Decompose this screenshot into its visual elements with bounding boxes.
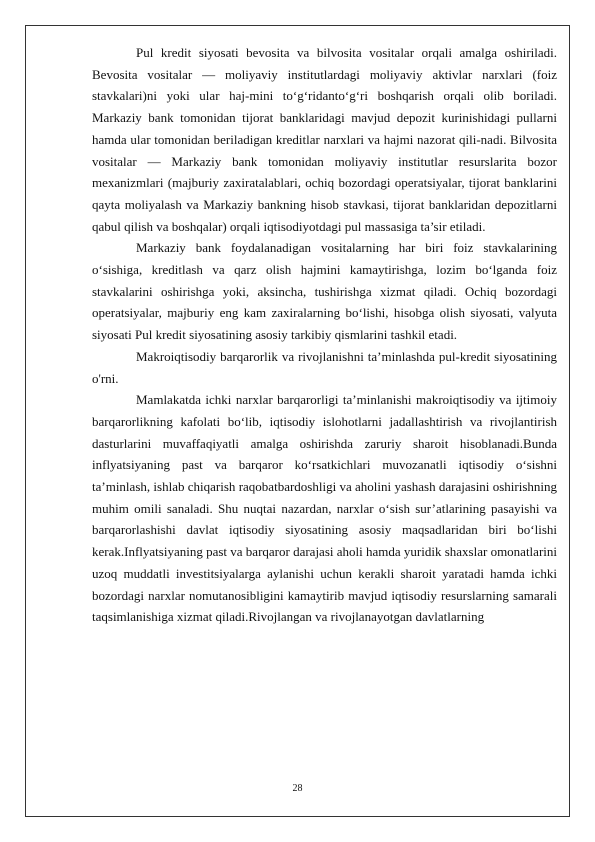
document-body (92, 42, 557, 628)
page-number: 28 (292, 783, 303, 794)
paragraph-monetary-policy-instruments: Pul kredit siyosati bevosita va bilvosita vositalar orqali amalga oshiriladi. Bevosita vositalar — moliyaviy institutlardagi moliyaviy aktivlar narxlari (foiz stavkalari)ni yoki ular haj-mini to‘g‘ridanto‘g‘ri boshqarish orqali olib boriladi. Markaziy bank tomonidan tijorat banklaridagi mavjud depozit kurinishidagi pullarni hamda ular tomonidan beriladigan kreditlar narxlari va hajmi nazorat qili-nadi. Bilvosita vositalar — Markaziy bank tomonidan moliyaviy institutlar resurslarita bozor mexanizmlari (majburiy zaxiratalablari, ochiq bozordagi operatsiyalar, tijorat banklarini qayta moliyalash va Markaziy bankning hisob stavkasi, tijorat banklaridan depozitlarni qabul qilish va boshqalar) orqali iqtisodiyotdagi pul massasiga ta’sir etiladi. (92, 45, 557, 234)
paragraph-central-bank-tools: Markaziy bank foydalanadigan vositalarning har biri foiz stavkalarining o‘sishiga, kreditlash va qarz olish hajmini kamaytirishga, lozim bo‘lganda foiz stavkalarini oshirishga yoki, aksincha, tushirishga xizmat qiladi. Ochiq bozordagi operatsiyalar, majburiy eng kam zaxiralarning bo‘lishi, hisobga olish siyosati, valyuta siyosati Pul kredit siyosatining asosiy tarkibiy qismlarini tashkil etadi. (92, 240, 557, 343)
paragraph-price-stability: Mamlakatda ichki narxlar barqarorligi ta’minlanishi makroiqtisodiy va ijtimoiy barqarorlikning kafolati bo‘lib, iqtisodiy islohotlarni jadallashtirish va rivojlantirish dasturlarini muvaffaqiyatli amalga oshirishda zaruriy sharoit hisoblanadi.Bunda inflyatsiyaning past va barqaror ko‘rsatkichlari muvozanatli iqtisodiy o‘sishni ta’minlash, ishlab chiqarish raqobatbardoshligi va aholini yashash darajasini oshirishning muhim omili sanaladi. Shu nuqtai nazardan, narxlar o‘sish sur’atlarining pasayishi va barqarorlashishi davlat iqtisodiy siyosatining asosiy maqsadlaridan biri bo‘lishi kerak.Inflyatsiyaning past va barqaror darajasi aholi hamda yuridik shaxslar omonatlarini uzoq muddatli investitsiyalarga aylanishi uchun kerakli sharoit yaratadi hamda ichki bozordagi narxlar nomutanosibligini kamaytirib mavjud iqtisodiy resurslarning samarali taqsimlanishiga xizmat qiladi.Rivojlangan va rivojlanayotgan davlatlarning (92, 392, 557, 625)
paragraph-section-heading: Makroiqtisodiy barqarorlik va rivojlanishni ta’minlashda pul-kredit siyosatining o'rni. (92, 348, 557, 386)
